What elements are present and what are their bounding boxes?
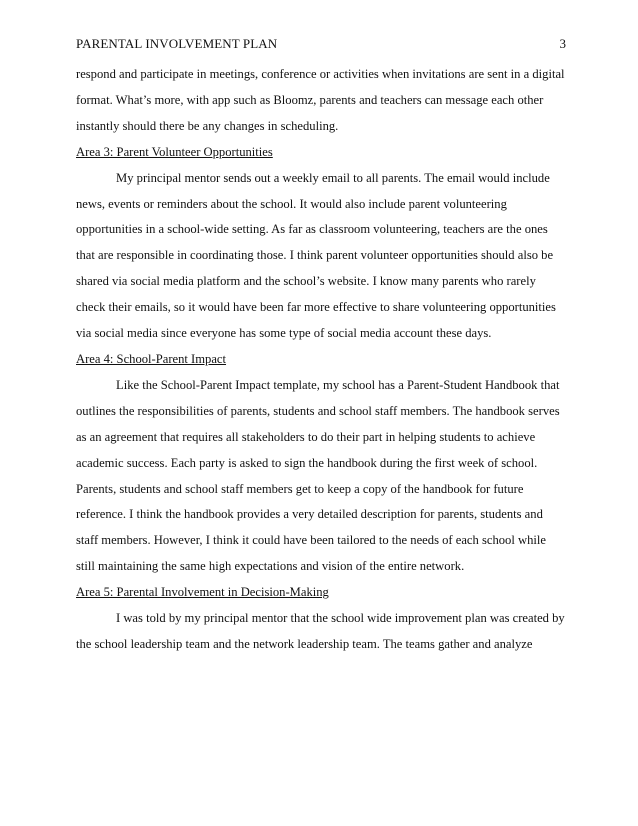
- text-line: instantly should there be any changes in scheduling.: [76, 118, 339, 133]
- page-number: 3: [559, 36, 566, 51]
- text-line: the school leadership team and the network leadership team. The teams gather and analyze: [76, 636, 533, 651]
- paragraph-first-line: My principal mentor sends out a weekly email to all parents. The email would include: [116, 170, 550, 185]
- body-text: [76, 62, 566, 658]
- text-line: via social media since everyone has some type of social media account these days.: [76, 326, 492, 341]
- text-line: staff members. However, I think it could have been tailored to the needs of each school while: [76, 533, 546, 548]
- paragraph-first-line: Like the School-Parent Impact template, my school has a Parent-Student Handbook that: [116, 377, 560, 392]
- text-line: still maintaining the same high expectations and vision of the entire network.: [76, 559, 465, 574]
- text-line: academic success. Each party is asked to sign the handbook during the first week of school.: [76, 455, 538, 470]
- text-line: opportunities in a school-wide setting. As far as classroom volunteering, teachers are the ones: [76, 222, 548, 237]
- text-line: Parents, students and school staff members get to keep a copy of the handbook for future: [76, 481, 524, 496]
- text-line: check their emails, so it would have been far more effective to share volunteering opportunities: [76, 300, 556, 315]
- running-head: PARENTAL INVOLVEMENT PLAN: [76, 36, 278, 51]
- text-line: that are responsible in coordinating those. I think parent volunteer opportunities should also be: [76, 248, 554, 263]
- section-heading: Area 5: Parental Involvement in Decision-Making: [76, 585, 329, 600]
- text-line: news, events or reminders about the school. It would also include parent volunteering: [76, 196, 507, 211]
- text-line: shared via social media platform and the school’s website. I know many parents who rarely: [76, 274, 536, 289]
- text-line: outlines the responsibilities of parents, students and school staff members. The handbook serves: [76, 403, 560, 418]
- text-line: respond and participate in meetings, conference or activities when invitations are sent in a digital: [76, 67, 565, 81]
- text-line: as an agreement that requires all stakeholders to do their part in helping students to achieve: [76, 429, 536, 444]
- section-heading: Area 4: School-Parent Impact: [76, 351, 227, 366]
- section-heading: Area 3: Parent Volunteer Opportunities: [76, 144, 273, 159]
- text-line: reference. I think the handbook provides a very detailed description for parents, students and: [76, 507, 543, 522]
- paragraph-first-line: I was told by my principal mentor that the school wide improvement plan was created by: [116, 611, 565, 626]
- text-line: format. What’s more, with app such as Bloomz, parents and teachers can message each other: [76, 92, 544, 107]
